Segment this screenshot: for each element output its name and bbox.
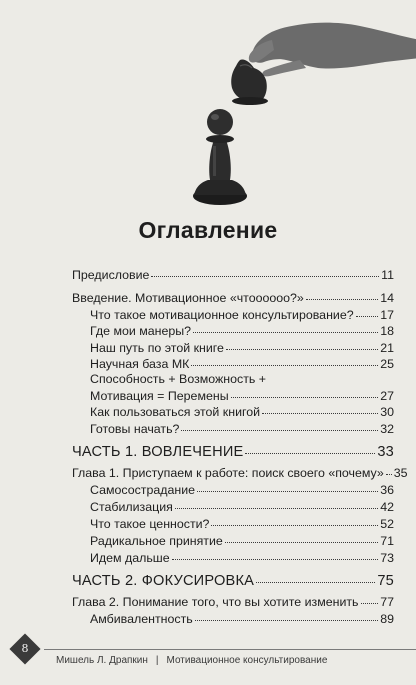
toc-part-label: ЧАСТЬ 1. ВОВЛЕЧЕНИЕ [72,444,244,460]
toc-entry [72,595,394,609]
leader-dots [356,316,379,317]
leader-dots [231,397,379,398]
toc-entry [72,291,394,305]
toc-entry-page: 89 [380,612,394,626]
toc-entry-page: 18 [380,324,394,338]
toc-part-heading [72,573,394,590]
toc-entry-label: Наш путь по этой книге [90,341,224,355]
toc-entry-label: Что такое ценности? [90,517,210,531]
leader-dots [361,603,379,604]
page-footer [0,618,416,685]
toc-entry [90,341,394,355]
leader-dots [262,413,378,414]
toc-entry-page: 11 [381,268,394,282]
toc-entry-label: Амбивалентность [90,612,193,626]
footer-divider [44,649,416,650]
toc-part-heading [72,444,394,461]
leader-dots [151,276,379,277]
toc-entry [90,308,394,322]
toc-entry-label: Стабилизация [90,500,173,514]
leader-dots [306,299,378,300]
toc-entry-label: Мотивация = Перемены [90,389,229,403]
leader-dots [225,542,378,543]
leader-dots [226,349,378,350]
running-footer [56,655,327,666]
toc-entry [90,405,394,419]
toc-entry-label: Глава 2. Понимание того, что вы хотите изменить [72,595,359,609]
leader-dots [191,365,378,366]
toc-entry [90,517,394,531]
toc-part-page: 33 [377,444,394,460]
leader-dots [245,453,375,454]
leader-dots [211,525,378,526]
toc-entry-label: Способность + Возможность + [90,372,267,386]
toc-entry [90,500,394,514]
toc-entry-page: 14 [380,291,394,305]
pawn-icon [193,109,247,205]
toc-entry-page: 77 [380,595,394,609]
toc-entry-label: Как пользоваться этой книгой [90,405,261,419]
toc-entry [90,389,394,403]
toc-entry-label: Идем дальше [90,551,170,565]
leader-dots [181,430,378,431]
toc-entry-label: Глава 1. Приступаем к работе: поиск своего «почему» [72,466,384,480]
toc-entry-page: 42 [380,500,394,514]
toc-entry-page: 30 [380,405,394,419]
toc-entry-label: Что такое мотивационное консультирование? [90,308,354,322]
footer-author: Мишель Л. Драпкин [56,655,148,666]
toc-entry-label: Предисловие [72,268,150,282]
toc-entry [72,268,394,282]
toc-entry [72,466,408,480]
toc-entry-page: 36 [380,483,394,497]
toc-entry [90,422,394,436]
toc-entry-page: 71 [380,534,394,548]
toc-entry [90,357,394,371]
toc-entry [90,372,394,386]
toc-entry-label: Радикальное принятие [90,534,223,548]
hand-holding-knight-icon [231,23,416,105]
toc-part-label: ЧАСТЬ 2. ФОКУСИРОВКА [72,573,255,589]
toc-entry [90,483,394,497]
chess-illustration [130,0,416,215]
toc-entry [90,324,394,338]
footer-book-title: Мотивационное консультирование [166,655,328,666]
toc-entry-label: Научная база МК [90,357,190,371]
toc-entry-page: 17 [380,308,394,322]
leader-dots [175,508,378,509]
toc-entry [90,551,394,565]
toc-part-page: 75 [377,573,394,589]
toc-entry-page: 35 [393,466,408,480]
toc-title: Оглавление [138,217,278,243]
toc-entry-page: 25 [380,357,394,371]
toc-entry [90,534,394,548]
toc-entry-page: 21 [380,341,394,355]
toc-entry-page: 27 [380,389,394,403]
leader-dots [256,582,375,583]
toc-entry-page: 52 [380,517,394,531]
leader-dots [197,491,378,492]
toc-entry-label: Готовы начать? [90,422,180,436]
page-number: 8 [21,642,29,655]
toc-entry-page: 32 [380,422,394,436]
toc-entry-label: Где мои манеры? [90,324,192,338]
toc-entry-label: Введение. Мотивационное «чтоооооо?» [72,291,304,305]
leader-dots [193,332,378,333]
leader-dots [172,559,379,560]
leader-dots [386,474,392,475]
toc-entry-label: Самосострадание [90,483,196,497]
footer-separator: | [155,655,159,666]
toc-entry-page: 73 [380,551,394,565]
